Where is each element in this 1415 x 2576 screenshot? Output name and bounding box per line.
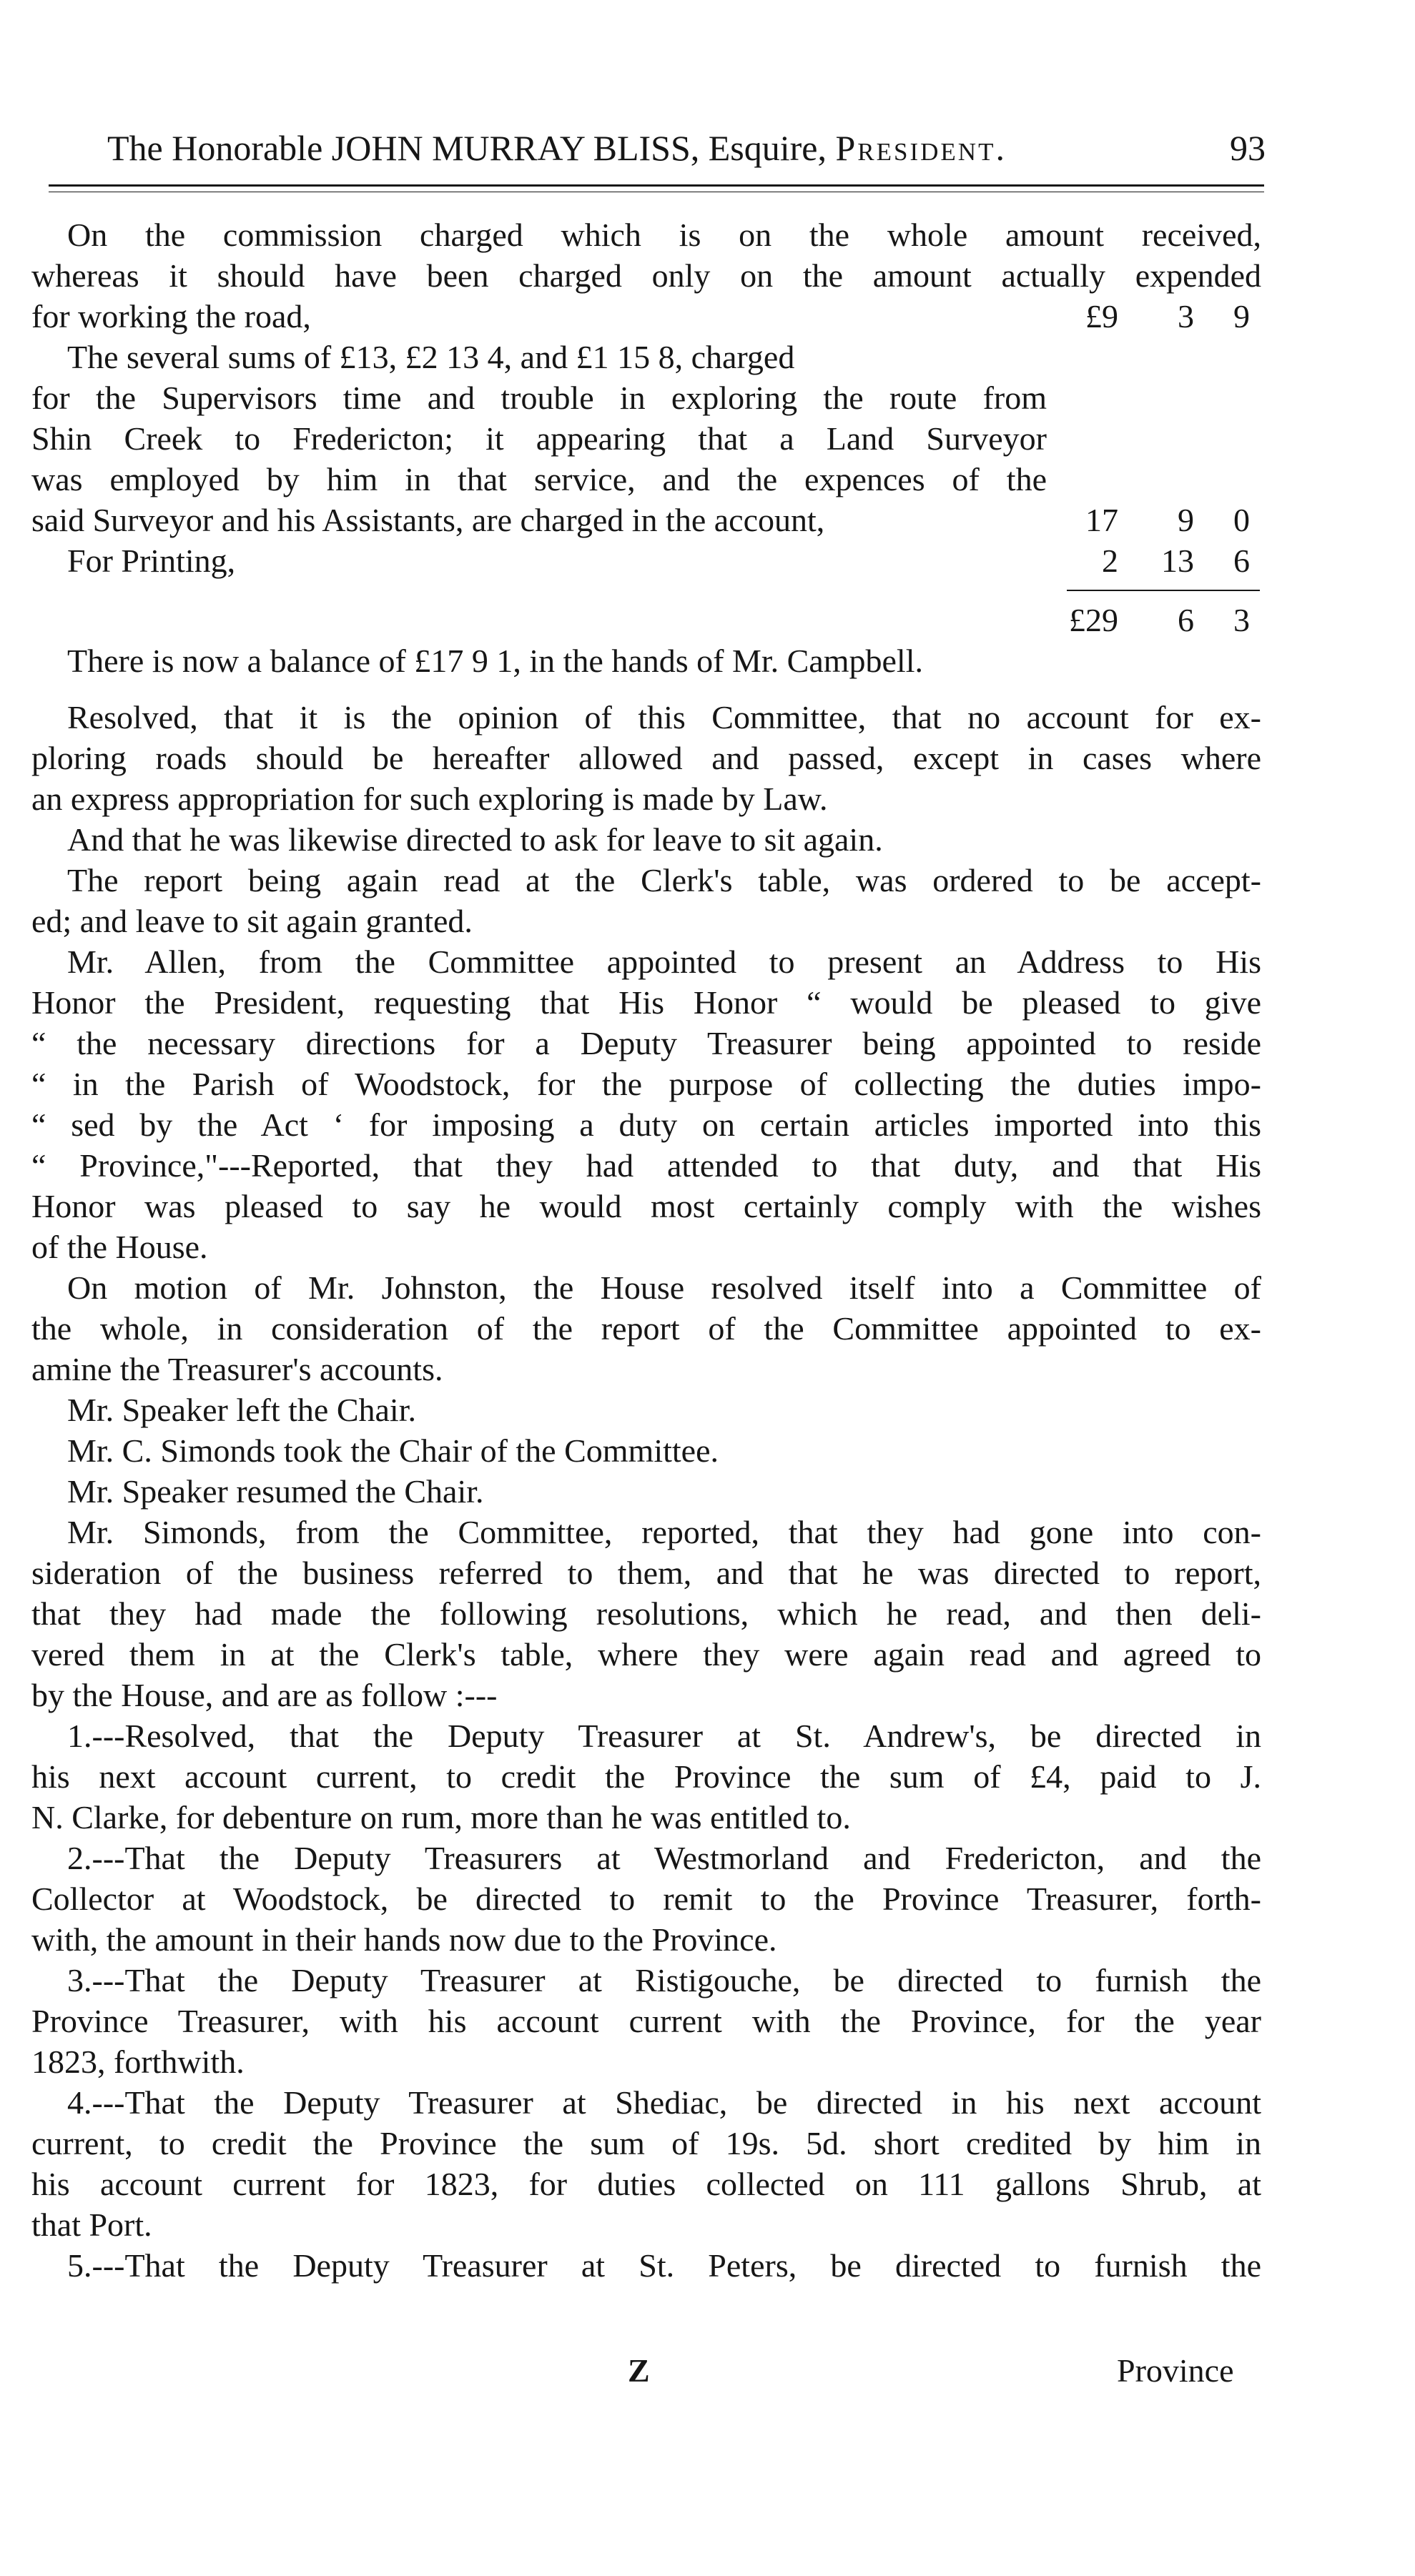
paragraph-gap <box>31 681 1261 697</box>
header-title-name: JOHN MURRAY BLISS, <box>331 128 700 168</box>
account-item-2-row <box>31 500 1261 540</box>
body-line: N. Clarke, for debenture on rum, more than he was entitled to. <box>31 1799 851 1836</box>
body-line: Mr. Allen, from the Committee appointed to present an Address to His <box>67 943 1261 980</box>
signature-mark: Z <box>628 2352 650 2389</box>
body-line: Collector at Woodstock, be directed to remit to the Province Treasurer, forth- <box>31 1881 1261 1917</box>
body-line: ploring roads should be hereafter allowed and passed, except in cases where <box>31 740 1261 776</box>
account-item-1-line: On the commission charged which is on the whole amount received, <box>67 217 1261 253</box>
account-item-1-row <box>31 296 1261 337</box>
amount-shillings: 9 <box>1178 502 1194 538</box>
body-line: 1823, forthwith. <box>31 2044 245 2080</box>
balance-line: There is now a balance of £17 9 1, in the hands of Mr. Campbell. <box>67 643 923 679</box>
amount-shillings: 6 <box>1178 602 1194 638</box>
sum-rule-row <box>31 581 1261 600</box>
body-line: Mr. Simonds, from the Committee, reported, that they had gone into con- <box>67 1514 1261 1550</box>
body-line: Honor the President, requesting that His Honor “ would be pleased to give <box>31 984 1261 1021</box>
account-item-2-line: said Surveyor and his Assistants, are charged in the account, <box>31 502 825 538</box>
body-line: his next account current, to credit the Province the sum of £4, paid to J. <box>31 1758 1261 1795</box>
printing-row <box>31 540 1261 581</box>
body-line: of the House. <box>31 1229 208 1265</box>
amount-pounds: 17 <box>1085 502 1118 538</box>
body-line: 3.---That the Deputy Treasurer at Ristigouche, be directed to furnish the <box>67 1962 1261 1998</box>
amount-pence: 6 <box>1233 543 1250 579</box>
account-item-2-line: Shin Creek to Fredericton; it appearing that a Land Surveyor <box>31 420 1047 457</box>
body-line: sideration of the business referred to them, and that he was directed to report, <box>31 1555 1261 1591</box>
body-line: amine the Treasurer's accounts. <box>31 1351 443 1387</box>
body-line: Mr. Speaker left the Chair. <box>67 1392 416 1428</box>
header-rule-thick <box>49 184 1264 187</box>
body-line: Province Treasurer, with his account current with the Province, for the year <box>31 2003 1261 2039</box>
amount-pence: 9 <box>1233 298 1250 335</box>
body-line: 5.---That the Deputy Treasurer at St. Peters, be directed to furnish the <box>67 2247 1261 2284</box>
amount-pounds: £29 <box>1069 602 1118 638</box>
sum-rule <box>1067 590 1260 591</box>
body-line: ed; and leave to sit again granted. <box>31 903 473 939</box>
body-line: “ the necessary directions for a Deputy Treasurer being appointed to reside <box>31 1025 1261 1061</box>
account-item-1-amount <box>1047 296 1261 337</box>
body-line: On motion of Mr. Johnston, the House resolved itself into a Committee of <box>67 1269 1261 1306</box>
body-line: his account current for 1823, for duties collected on 111 gallons Shrub, at <box>31 2166 1261 2202</box>
total-row <box>31 600 1261 640</box>
catchword: Province <box>1117 2352 1234 2389</box>
header-title-president: President. <box>835 128 1007 168</box>
total-amount <box>1047 600 1261 640</box>
body-line: current, to credit the Province the sum of 19s. 5d. short credited by him in <box>31 2125 1261 2161</box>
amount-pounds: 2 <box>1102 543 1118 579</box>
account-item-2-amount <box>1047 500 1261 540</box>
body-line: “ in the Parish of Woodstock, for the purpose of collecting the duties impo- <box>31 1066 1261 1102</box>
body-line: that Port. <box>31 2206 152 2243</box>
amount-pence: 3 <box>1233 602 1250 638</box>
body-line: Honor was pleased to say he would most certainly comply with the wishes <box>31 1188 1261 1224</box>
account-item-1-line: whereas it should have been charged only on the amount actually expended <box>31 257 1261 294</box>
account-item-1-line: for working the road, <box>31 298 311 335</box>
body-line: 1.---Resolved, that the Deputy Treasurer at St. Andrew's, be directed in <box>67 1718 1261 1754</box>
account-item-2-line: for the Supervisors time and trouble in exploring the route from <box>31 380 1047 416</box>
printing-amount <box>1047 540 1261 581</box>
body-line: “ Province,"---Reported, that they had attended to that duty, and that His <box>31 1147 1261 1184</box>
body-line: “ sed by the Act ‘ for imposing a duty on certain articles imported into this <box>31 1106 1261 1143</box>
body-line: by the House, and are as follow :--- <box>31 1677 498 1713</box>
body-line: Mr. Speaker resumed the Chair. <box>67 1473 484 1510</box>
body-line: vered them in at the Clerk's table, where they were again read and agreed to <box>31 1636 1261 1673</box>
page-text <box>31 214 1261 2286</box>
body-line: And that he was likewise directed to ask for leave to sit again. <box>67 821 883 858</box>
amount-pounds: £9 <box>1085 298 1118 335</box>
header-title-esquire: Esquire, <box>699 128 836 168</box>
body-line: that they had made the following resolutions, which he read, and then deli- <box>31 1595 1261 1632</box>
amount-pence: 0 <box>1233 502 1250 538</box>
body-line: 4.---That the Deputy Treasurer at Shediac, be directed in his next account <box>67 2084 1261 2121</box>
body-line: with, the amount in their hands now due to the Province. <box>31 1921 777 1958</box>
body-line: Mr. C. Simonds took the Chair of the Committee. <box>67 1432 719 1469</box>
amount-shillings: 3 <box>1178 298 1194 335</box>
body-line: the whole, in consideration of the report of the Committee appointed to ex- <box>31 1310 1261 1347</box>
account-item-2-line: The several sums of £13, £2 13 4, and £1 15 8, charged <box>67 339 795 375</box>
body-line: Resolved, that it is the opinion of this Committee, that no account for ex- <box>67 699 1261 735</box>
amount-shillings: 13 <box>1161 543 1194 579</box>
account-item-2-line: was employed by him in that service, and the expences of the <box>31 461 1047 497</box>
body-line: 2.---That the Deputy Treasurers at Westmorland and Fredericton, and the <box>67 1840 1261 1876</box>
printing-label: For Printing, <box>67 543 236 579</box>
header-title-prefix: The Honorable <box>107 128 332 168</box>
body-line: The report being again read at the Clerk's table, was ordered to be accept- <box>67 862 1261 898</box>
running-header <box>107 127 1266 169</box>
body-line: an express appropriation for such exploring is made by Law. <box>31 781 828 817</box>
page-number: 93 <box>1230 128 1266 168</box>
